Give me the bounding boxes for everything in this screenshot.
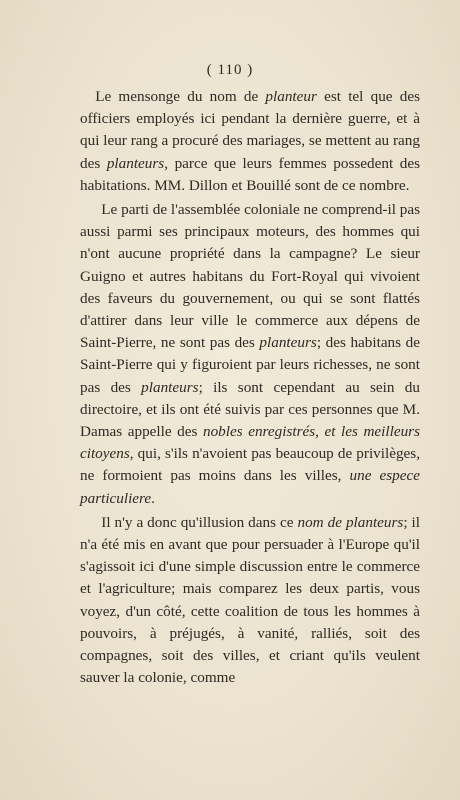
text-run: . xyxy=(151,489,155,507)
text-run: ; il n'a été mis en avant que pour persuader à l'Europe qu'il s'agissoit ici d'une simple discussion entre le commerce et l'agriculture; mais comparez les deux partis, vous voyez, d'un côté, cette coalition de tous les hommes à pouvoirs, à préjugés, à vanité, ralliés, soit des compagnes, soit des villes, et criant qu'ils veulent sauver la colonie, comme xyxy=(80,513,420,687)
italic-text: nom de planteurs xyxy=(297,513,404,531)
italic-text: planteurs xyxy=(259,334,317,352)
italic-text: nobles enregistrés, et les meilleurs citoyens xyxy=(80,423,420,463)
page-number: ( 110 ) xyxy=(206,62,254,78)
text-run: , parce que leurs femmes possedent des habitations. MM. Dillon et Bouillé sont de ce nombre. xyxy=(80,154,421,194)
text-run: Le mensonge du nom de xyxy=(95,88,266,105)
italic-text: une espece particuliere xyxy=(80,467,420,507)
text-run: Le parti de l'assemblée coloniale ne comprend-il pas aussi parmi ses principaux moteurs, des hommes qui n'ont aucune propriété dans la campagne? Le sieur Guigno et autres habitans du Fort-Royal qui vivoient des faveurs du gouvernement, ou qui se sont flattés d'attirer dans leur ville le commerce aux dépens de Saint-Pierre, ne sont pas des xyxy=(80,201,420,352)
text-run: ; ils sont cependant au sein du directoire, et ils ont été suivis par ces personnes que M. Damas appelle des xyxy=(80,378,420,441)
paragraph-2 xyxy=(80,199,420,510)
paragraph-1 xyxy=(80,86,420,197)
italic-text: planteurs xyxy=(106,154,165,172)
text-run: ; des habitans de Saint-Pierre qui y figuroient par leurs richesses, ne sont pas des xyxy=(80,334,420,396)
paragraph-3 xyxy=(80,512,420,690)
text-run: est tel que des officiers employés ici pendant la dernière guerre, et à qui leur rang a procuré des mariages, se mettent au rang des xyxy=(80,88,420,172)
italic-text: planteurs xyxy=(141,378,199,396)
italic-text: planteur xyxy=(265,88,317,105)
body-text xyxy=(80,86,420,689)
text-run: Il n'y a donc qu'illusion dans ce xyxy=(101,513,298,531)
text-run: , qui, s'ils n'avoient pas beaucoup de privilèges, ne formoient pas moins dans les villes, xyxy=(80,445,420,485)
